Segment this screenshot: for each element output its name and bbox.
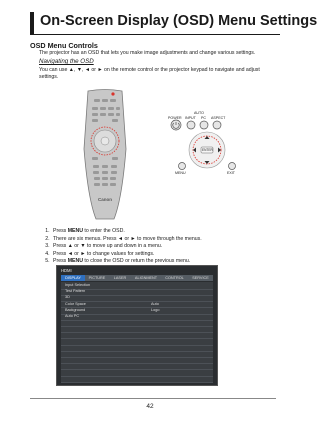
- step-item: 1. Press MENU to enter the OSD.: [51, 228, 291, 236]
- nav-text-line2: settings.: [39, 74, 59, 80]
- page-title: On-Screen Display (OSD) Menu Settings: [40, 13, 318, 29]
- input-label: INPUT: [185, 116, 196, 120]
- osd-item-label: Input Selection: [65, 283, 91, 287]
- remote-brand-label: Canon: [98, 197, 112, 202]
- power-label: POWER: [168, 116, 182, 120]
- osd-tab-bar: [61, 275, 213, 281]
- step-item: 4. Press ◄ or ► to change values for settings.: [51, 251, 291, 259]
- osd-item-label: 3D: [65, 295, 70, 300]
- osd-tab-alignment[interactable]: ALIGNMENT: [134, 276, 158, 280]
- aspect-label: ASPECT: [211, 116, 226, 120]
- osd-source-label: HDMI: [61, 268, 72, 273]
- footer-rule: [30, 398, 276, 399]
- osd-tab-laser[interactable]: LASER: [113, 276, 127, 280]
- osd-tab-picture[interactable]: PICTURE: [88, 276, 106, 280]
- osd-menu-body: [61, 282, 213, 382]
- subsection-heading: Navigating the OSD: [39, 58, 94, 65]
- nav-instructions: [39, 67, 279, 81]
- intro-text: The projector has an OSD that lets you make image adjustments and change various settings.: [39, 50, 256, 56]
- page-number: 42: [146, 403, 154, 410]
- osd-tab-control[interactable]: CONTROL: [165, 276, 184, 280]
- osd-tab-service[interactable]: SERVICE: [192, 276, 209, 280]
- step-item: 3. Press ▲ or ▼ to move up and down in a menu.: [51, 243, 291, 251]
- osd-item-label: Color Space: [65, 301, 86, 306]
- osd-tab-display[interactable]: DISPLAY: [61, 275, 85, 281]
- section-heading: OSD Menu Controls: [30, 41, 98, 50]
- osd-item-label: Background: [65, 307, 86, 312]
- osd-empty-row: [61, 376, 213, 383]
- osd-item-label: Auto PC: [65, 314, 80, 318]
- osd-item-value: Logo: [151, 307, 160, 312]
- step-item: 2. There are six menus. Press ◄ or ► to move through the menus.: [51, 236, 291, 244]
- osd-item-label: Test Pattern: [65, 289, 86, 294]
- menu-label: MENU: [175, 171, 186, 175]
- title-bar: [30, 12, 318, 35]
- pc-label: PC: [201, 116, 206, 120]
- remote-control-illustration: [82, 89, 128, 221]
- steps-list: [39, 228, 291, 266]
- auto-label: AUTO: [194, 111, 204, 115]
- nav-text-line1: You can use ▲, ▼, ◄ or ► on the remote control or the projector keypad to navigate and adjust: [39, 67, 260, 73]
- enter-label: ENTER: [202, 148, 213, 152]
- exit-label: EXIT: [227, 171, 235, 175]
- osd-menu-screenshot: [56, 265, 218, 386]
- keypad-illustration: [166, 110, 250, 176]
- osd-item-value: Auto: [151, 301, 159, 306]
- step-item: 5. Press MENU to close the OSD or return the previous menu.: [51, 258, 291, 266]
